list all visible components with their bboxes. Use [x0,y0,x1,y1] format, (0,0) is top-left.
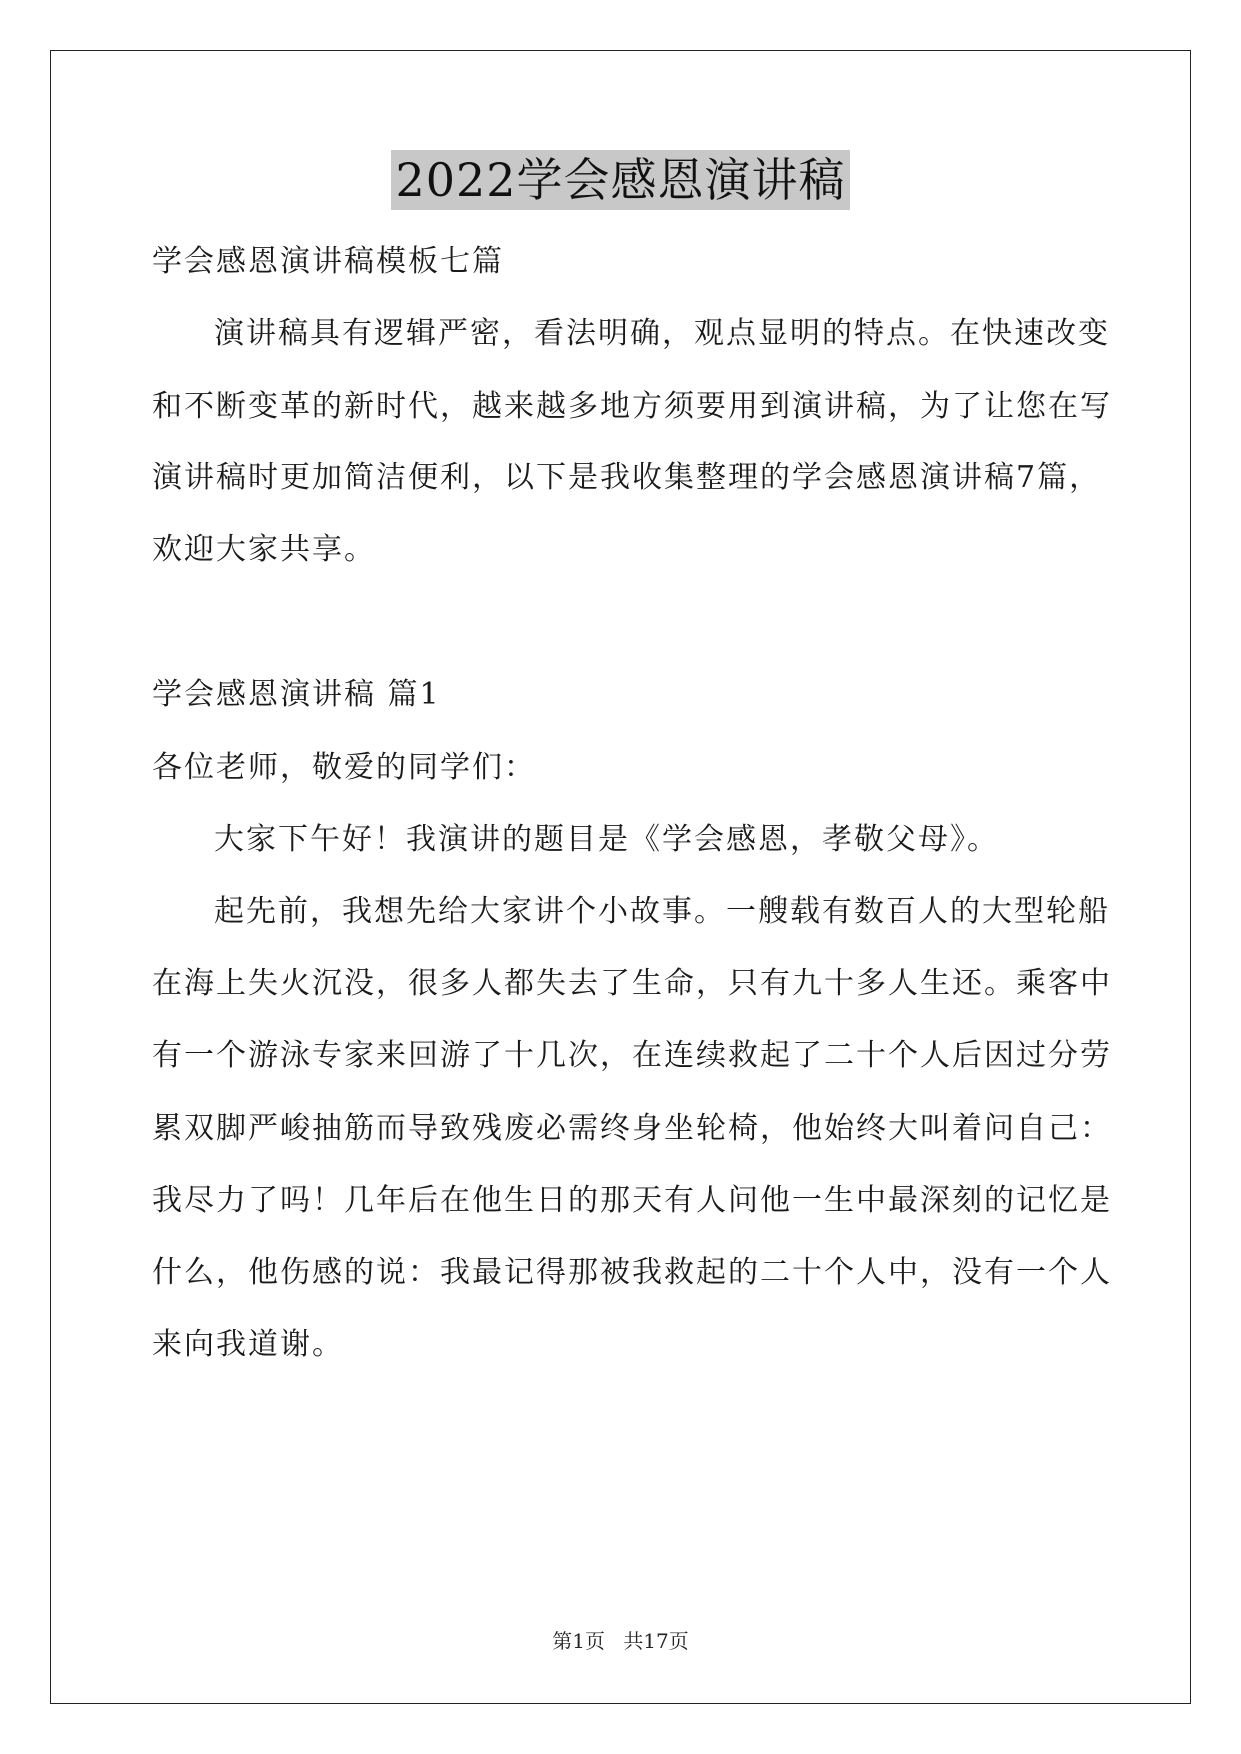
story-line-1: 起先前，我想先给大家讲个小故事。一艘载有数百人的大型轮船 [214,894,1110,929]
story-line-2: 在海上失火沉没，很多人都失去了生命，只有九十多人生还。乘客中 [152,966,1112,1001]
story-line-7: 来向我道谢。 [152,1327,344,1362]
page-footer [0,1625,1241,1654]
story-line-3: 有一个游泳专家来回游了十几次，在连续救起了二十个人后因过分劳 [152,1038,1112,1073]
story-line-6: 什么，他伤感的说：我最记得那被我救起的二十个人中，没有一个人 [152,1255,1112,1290]
intro-line-3: 演讲稿时更加简洁便利，以下是我收集整理的学会感恩演讲稿7篇， [152,460,1102,495]
page-number: 第1页 [552,1629,605,1653]
title-container [0,150,1241,210]
intro-line-1: 演讲稿具有逻辑严密，看法明确，观点显明的特点。在快速改变 [214,316,1110,351]
story-line-5: 我尽力了吗！几年后在他生日的那天有人问他一生中最深刻的记忆是 [152,1183,1112,1218]
intro-line-2: 和不断变革的新时代，越来越多地方须要用到演讲稿，为了让您在写 [152,389,1112,424]
greeting-line: 大家下午好！我演讲的题目是《学会感恩，孝敬父母》。 [214,822,999,857]
page-total: 共17页 [623,1629,689,1653]
salutation: 各位老师，敬爱的同学们： [152,750,536,785]
section-heading: 学会感恩演讲稿 篇1 [152,677,441,712]
page-border [50,50,1191,1704]
subtitle: 学会感恩演讲稿模板七篇 [152,244,504,279]
intro-line-4: 欢迎大家共享。 [152,532,376,567]
document-title: 2022学会感恩演讲稿 [391,150,849,210]
story-line-4: 累双脚严峻抽筋而导致残废必需终身坐轮椅，他始终大叫着问自己： [152,1111,1112,1146]
